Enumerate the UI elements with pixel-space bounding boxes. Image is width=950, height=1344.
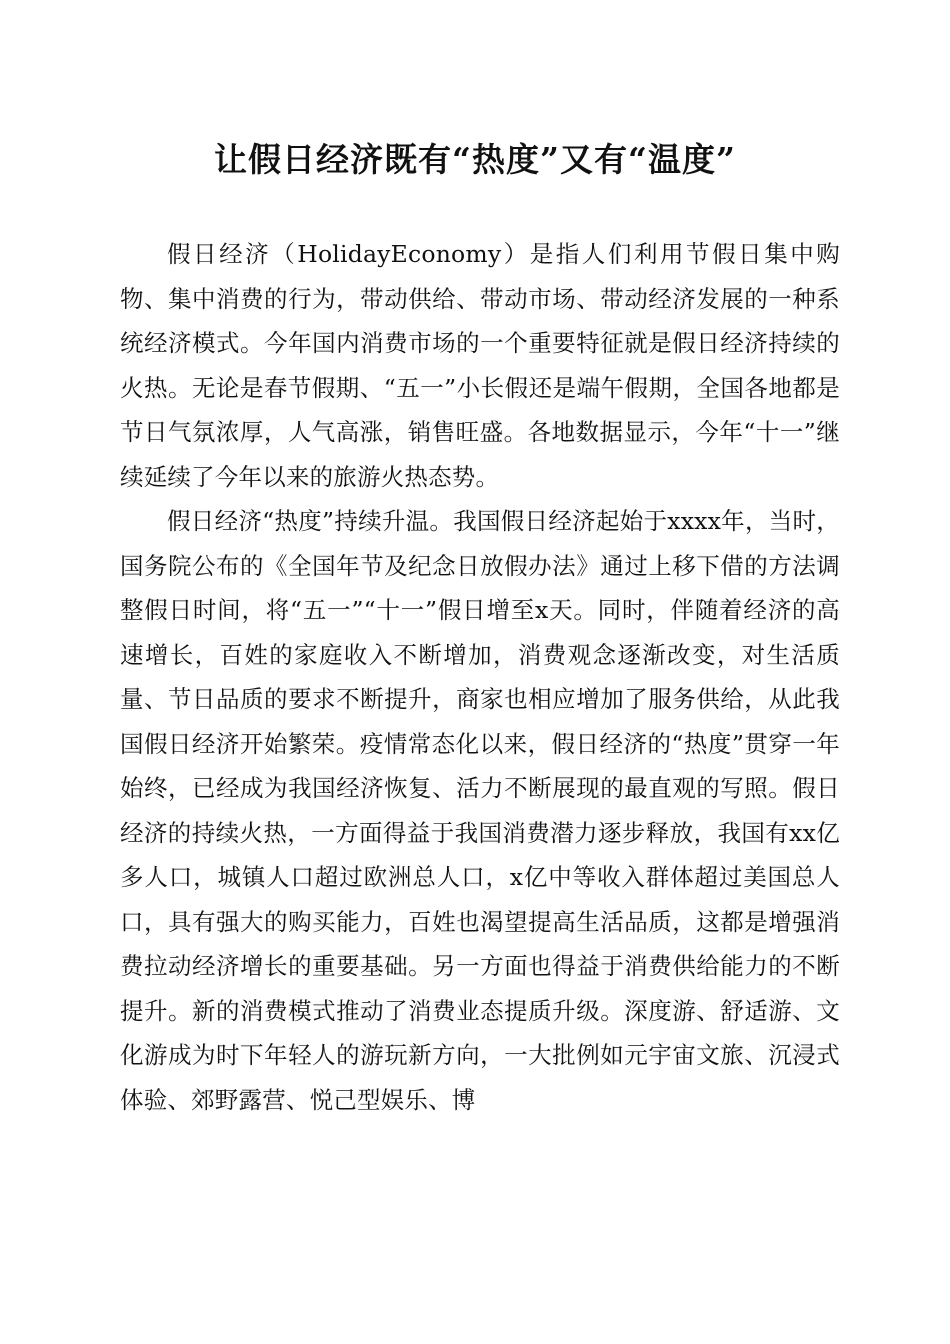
paragraph-heat: 假日经济“热度”持续升温。我国假日经济起始于xxxx年，当时，国务院公布的《全国年节及纪念日放假办法》通过上移下借的方法调整假日时间，将“五一”“十一”假日增至x天。同时，伴随着经济的高速增长，百姓的家庭收入不断增加，消费观念逐渐改变，对生活质量、节日品质的要求不断提升，商家也相应增加了服务供给，从此我国假日经济开始繁荣。疫情常态化以来，假日经济的“热度”贯穿一年始终，已经成为我国经济恢复、活力不断展现的最直观的写照。假日经济的持续火热，一方面得益于我国消费潜力逐步释放，我国有xx亿多人口，城镇人口超过欧洲总人口，x亿中等收入群体超过美国总人口，具有强大的购买能力，百姓也渴望提高生活品质，这都是增强消费拉动经济增长的重要基础。另一方面也得益于消费供给能力的不断提升。新的消费模式推动了消费业态提质升级。深度游、舒适游、文化游成为时下年轻人的游玩新方向，一大批例如元宇宙文旅、沉浸式体验、郊野露营、悦己型娱乐、博 xyxy=(120,507,840,1114)
paragraph-intro: 假日经济（HolidayEconomy）是指人们利用节假日集中购物、集中消费的行为，带动供给、带动市场、带动经济发展的一种系统经济模式。今年国内消费市场的一个重要特征就是假日经济持续的火热。无论是春节假期、“五一”小长假还是端午假期，全国各地都是节日气氛浓厚，人气高涨，销售旺盛。各地数据显示，今年“十一”继续延续了今年以来的旅游火热态势。 xyxy=(120,240,840,491)
document-body xyxy=(120,232,840,1122)
document-title: 让假日经济既有“热度”又有“温度” xyxy=(214,140,736,179)
